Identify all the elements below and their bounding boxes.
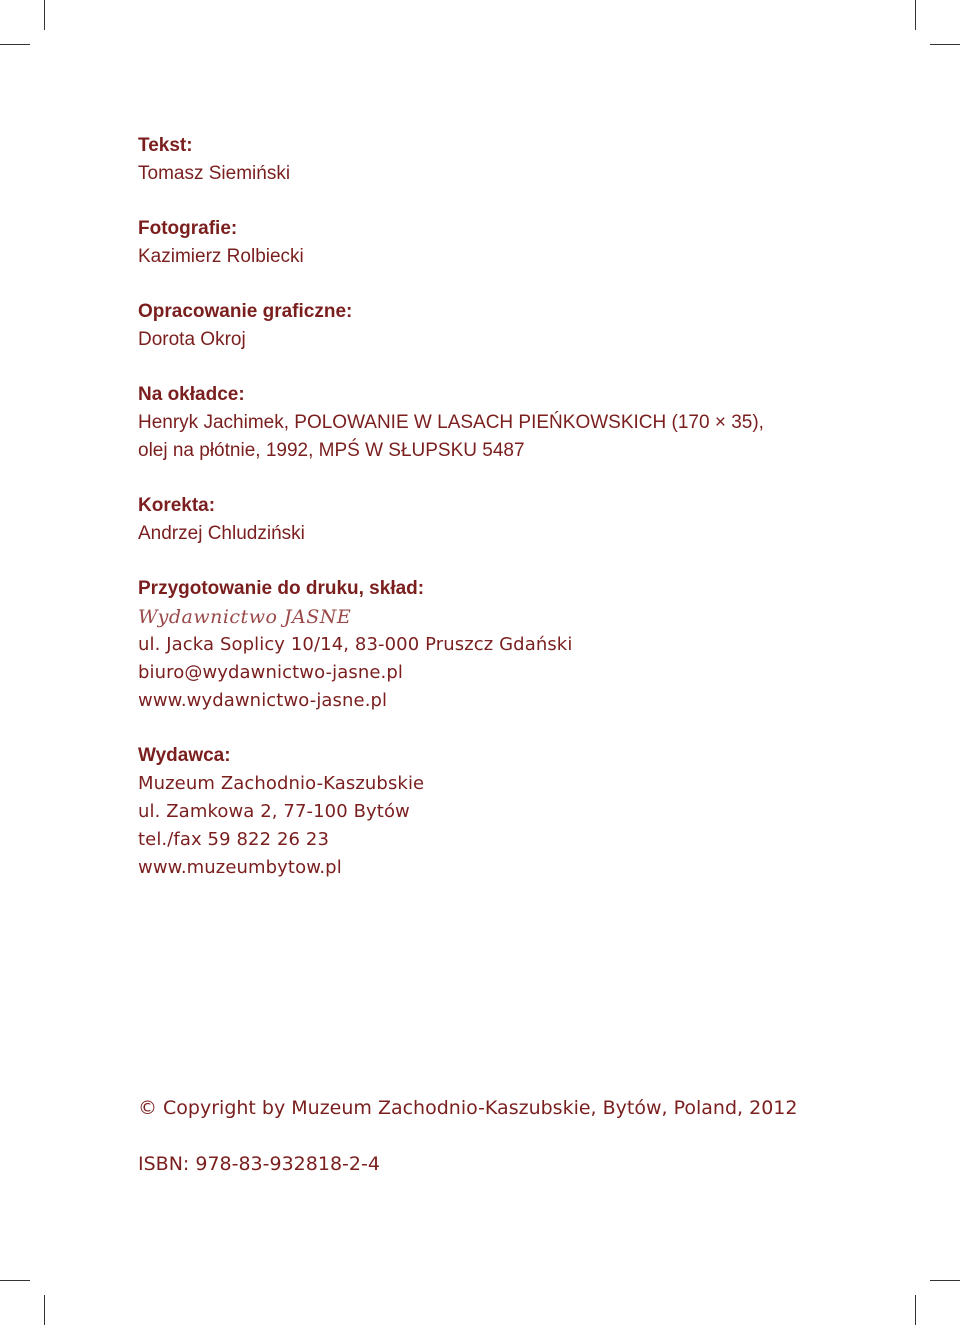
credit-label: Przygotowanie do druku, skład: xyxy=(138,578,425,599)
company-email: biuro@wydawnictwo-jasne.pl xyxy=(138,662,403,683)
credit-value: Kazimierz Rolbiecki xyxy=(138,246,304,267)
credit-label: Opracowanie graficzne: xyxy=(138,301,353,322)
credit-label: Fotografie: xyxy=(138,218,238,239)
crop-mark-bottom-right-horizontal xyxy=(930,1280,960,1281)
credit-label: Korekta: xyxy=(138,495,216,516)
credit-okladka xyxy=(138,381,918,465)
company-address: ul. Jacka Soplicy 10/14, 83-000 Pruszcz Gdański xyxy=(138,634,573,655)
crop-mark-top-right-vertical xyxy=(915,0,916,30)
credit-label: Na okładce: xyxy=(138,384,245,405)
publisher-website: www.muzeumbytow.pl xyxy=(138,857,342,878)
crop-mark-bottom-left-horizontal xyxy=(0,1280,30,1281)
credit-value: Dorota Okroj xyxy=(138,329,246,350)
credit-opracowanie xyxy=(138,298,918,354)
credit-fotografie xyxy=(138,215,918,271)
crop-mark-top-left-vertical xyxy=(44,0,45,30)
crop-mark-top-right-horizontal xyxy=(930,44,960,45)
isbn: ISBN: 978-83-932818-2-4 xyxy=(138,1153,380,1175)
cover-description-line-1: Henryk Jachimek, POLOWANIE W LASACH PIEŃKOWSKICH (170 × 35), xyxy=(138,412,764,433)
credit-korekta xyxy=(138,492,918,548)
company-website: www.wydawnictwo-jasne.pl xyxy=(138,690,388,711)
company-logo-text: Wydawnictwo JASNE xyxy=(138,606,352,628)
publisher-address: ul. Zamkowa 2, 77-100 Bytów xyxy=(138,801,410,822)
publisher-name: Muzeum Zachodnio-Kaszubskie xyxy=(138,773,425,794)
publisher-phone: tel./fax 59 822 26 23 xyxy=(138,829,329,850)
credit-value: Andrzej Chludziński xyxy=(138,523,305,544)
crop-mark-bottom-left-vertical xyxy=(44,1295,45,1325)
crop-mark-top-left-horizontal xyxy=(0,44,30,45)
credit-value: Tomasz Siemiński xyxy=(138,163,291,184)
crop-mark-bottom-right-vertical xyxy=(915,1295,916,1325)
copyright-notice: © Copyright by Muzeum Zachodnio-Kaszubskie, Bytów, Poland, 2012 xyxy=(138,1097,798,1119)
credit-przygotowanie xyxy=(138,575,918,715)
credits-block xyxy=(138,132,918,909)
credit-label: Wydawca: xyxy=(138,745,231,766)
credit-tekst xyxy=(138,132,918,188)
credit-label: Tekst: xyxy=(138,135,193,156)
cover-description-line-2: olej na płótnie, 1992, MPŚ W SŁUPSKU 5487 xyxy=(138,440,525,461)
credit-wydawca xyxy=(138,742,918,882)
